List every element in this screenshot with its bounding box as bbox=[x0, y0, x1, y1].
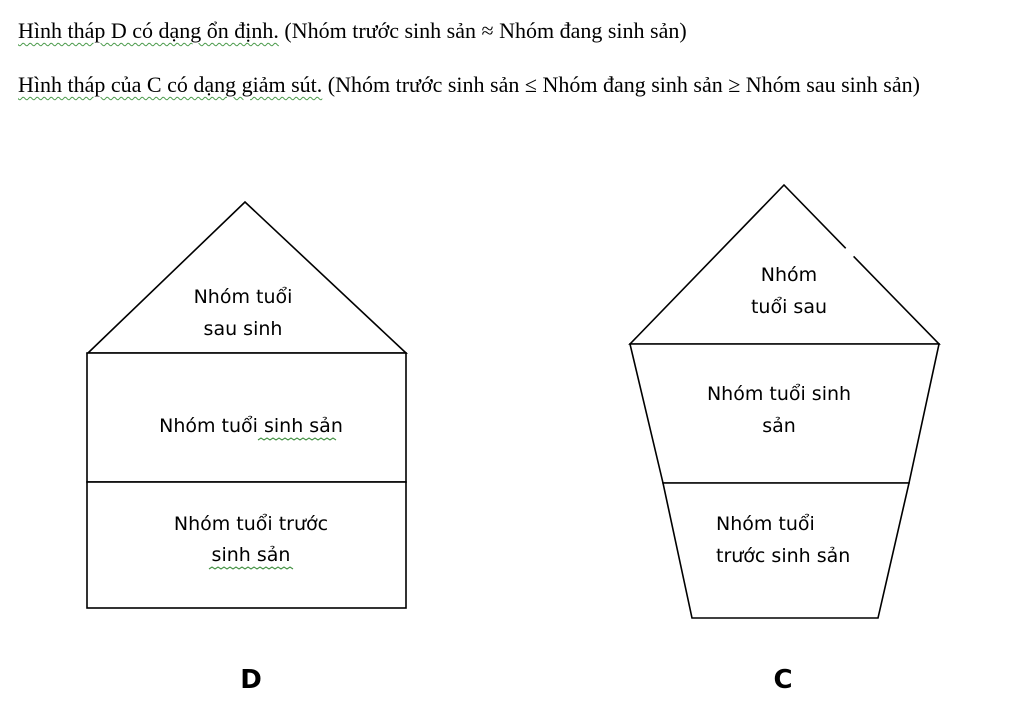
statement-c-lead: Hình tháp của C có dạng giảm sút. bbox=[18, 72, 323, 97]
pyramid-c-bottom-label-line-1: Nhóm tuổi bbox=[716, 513, 815, 535]
statement-d-detail: (Nhóm trước sinh sản ≈ Nhóm đang sinh sản) bbox=[278, 18, 687, 43]
pyramid-c-middle-label-line-2: sản bbox=[762, 415, 796, 437]
pyramid-c-caption: C bbox=[773, 665, 793, 695]
pyramid-d-top-label-line-1: Nhóm tuổi bbox=[193, 286, 293, 308]
statement-c-detail: (Nhóm trước sinh sản ≤ Nhóm đang sinh sản ≥ Nhóm sau sinh sản) bbox=[322, 72, 920, 97]
pyramid-c-middle-band bbox=[630, 344, 939, 483]
pyramid-c-bottom-label-line-2: trước sinh sản bbox=[716, 545, 851, 567]
pyramid-c-middle-label-line-1: Nhóm tuổi sinh bbox=[706, 383, 852, 405]
pyramid-d-caption: D bbox=[240, 665, 262, 695]
pyramid-d bbox=[87, 202, 406, 695]
pyramid-c bbox=[630, 185, 939, 695]
pyramid-c-top-label-line-2: tuổi sau bbox=[750, 296, 828, 318]
pyramid-d-top-label-line-2: sau sinh bbox=[203, 318, 283, 340]
pyramid-d-bottom-label-line-1: Nhóm tuổi trước bbox=[173, 513, 329, 535]
pyramid-c-top-label-line-1: Nhóm bbox=[760, 264, 818, 286]
pyramid-d-bottom-label-line-2: sinh sản bbox=[211, 544, 291, 566]
pyramid-d-middle-label: Nhóm tuổi sinh sản bbox=[159, 415, 343, 437]
statement-d-lead: Hình tháp D có dạng ổn định. bbox=[18, 18, 279, 43]
